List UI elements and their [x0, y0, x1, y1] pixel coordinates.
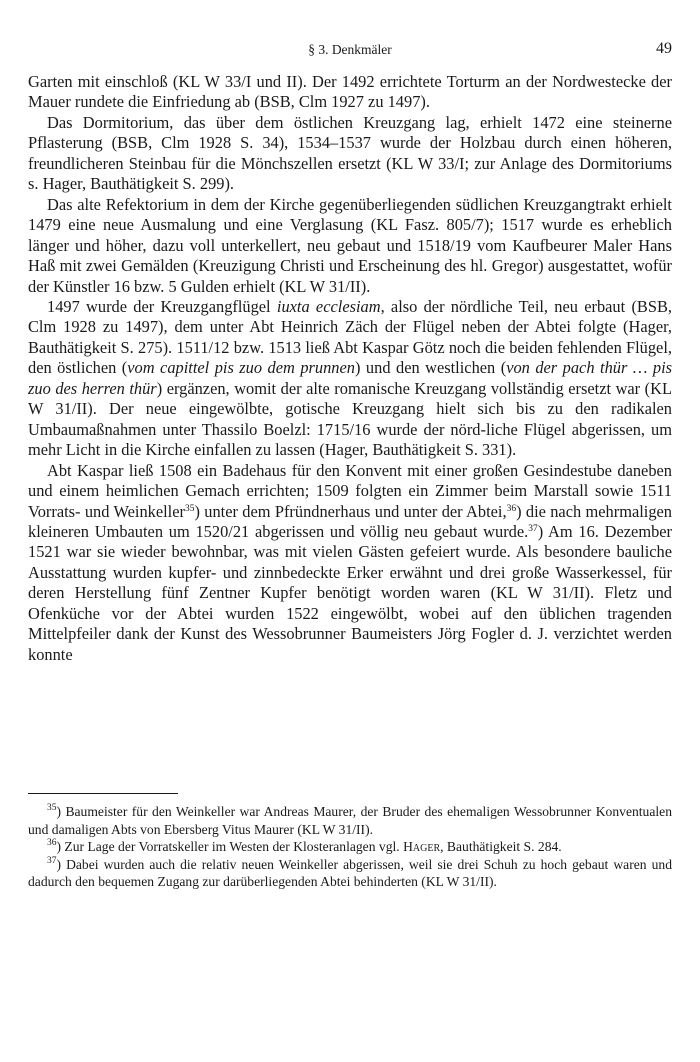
main-text	[28, 72, 672, 665]
paragraph-2: Das Dormitorium, das über dem östlichen Kreuzgang lag, erhielt 1472 eine steinerne Pflasterung (BSB, Clm 1928 S. 34), 1534–1537 wurde der Holzbau durch einen höheren, freundlicheren Steinbau für die Mönchszellen ersetzt (KL W 33/I; zur Anlage des Dormitoriums s. Hager, Bauthätigkeit S. 299).	[28, 112, 672, 194]
quoted-source-phrase: von der pach thür … pis zuo des herren thür	[28, 358, 672, 398]
text-run: ) ergänzen, womit der alte romanische Kreuzgang vollständig ersetzt war (KL W 31/II). Der neue eingewölbte, gotische Kreuzgang hielt sich bis zu den radikalen Umbaumaßnahmen unter Thassilo Boelzl: 1715/16 wurde der nörd-liche Flügel abgerissen, um mehr Licht in die Kirche einfallen zu lassen (Hager, Bauthätigkeit S. 331).	[28, 378, 672, 460]
page-header	[28, 40, 672, 62]
text-run: , also der nördliche Teil, neu erbaut (BSB, Clm 1928 zu 1497), dem unter Abt Heinrich Zäch der Flügel neben der Abtei folgte (Hager, Bauthätigkeit S. 275). 1511/12 bzw. 1513 ließ Abt Kaspar Götz noch die beiden fehlenden Flügel, den östlichen (	[28, 296, 672, 378]
footnote-text: ) Zur Lage der Vorratskeller im Westen der Klosteranlagen vgl.	[56, 839, 404, 854]
cited-author: Hager	[403, 839, 441, 854]
footnote-36	[28, 838, 672, 856]
text-run: ) und den westlichen (	[354, 358, 507, 378]
paragraph-3: Das alte Refektorium in dem der Kirche gegenüberliegenden südlichen Kreuzgangtrakt erhielt 1479 eine neue Ausmalung und eine Verglasung (KL Fasz. 805/7); 1517 wurde es erheblich länger und höher, dazu voll unterkellert, neu gebaut und 1518/19 vom Kaufbeurer Maler Hans Haß mit zwei Gemälden (Kreuzigung Christi und Erscheinung des hl. Gregor) ausgestattet, wofür der Künstler 16 bzw. 5 Gulden erhielt (KL W 31/II).	[28, 194, 672, 296]
text-run: ) Am 16. Dezember 1521 war sie wieder bewohnbar, was mit vielen Gästen gefeiert wurde. Als besondere bauliche Ausstattung wurden kupfer- und zinnbedeckte Erker erwähnt und drei große Wasserkessel, für deren Herstellung fünf Zentner Kupfer benötigt worden waren (KL W 31/II). Fletz und Ofenküche vor der Abtei wurden 1522 eingewölbt, wobei auf den üblichen tragenden Mittelpfeiler dank der Kunst des Wessobrunner Baumeisters Jörg Fogler d. J. verzichtet werden konnte	[28, 521, 672, 664]
footnote-separator	[28, 793, 178, 794]
paragraph-1: Garten mit einschloß (KL W 33/I und II). Der 1492 errichtete Torturm an der Nordwestecke der Mauer rundete die Einfriedung ab (BSB, Clm 1927 zu 1497).	[28, 72, 672, 112]
paragraph-4	[28, 297, 672, 461]
footnote-37	[28, 856, 672, 891]
page-number: 49	[656, 40, 672, 57]
paragraph-5	[28, 461, 672, 666]
text-run: Abt Kaspar ließ 1508 ein Badehaus für den Konvent mit einer großen Gesindestube daneben und einem heimlichen Gemach errichten; 1509 folgten ein Zimmer beim Marstall sowie 1511 Vorrats- und Weinkeller	[28, 460, 672, 521]
footnote-text: ) Baumeister für den Weinkeller war Andreas Maurer, der Bruder des ehemaligen Wessobrunner Konventualen und damaligen Abts von Ebersberg Vitus Maurer (KL W 31/II).	[28, 804, 672, 837]
footnotes	[28, 803, 672, 891]
footnote-35	[28, 803, 672, 838]
footnote-number: 37	[47, 855, 57, 866]
quoted-source-phrase: vom capittel pis zuo dem prunnen	[127, 358, 355, 378]
latin-phrase: iuxta ecclesiam	[276, 296, 381, 316]
text-run: 1497 wurde der Kreuzgangflügel	[47, 296, 277, 316]
footnote-text: ) Dabei wurden auch die relativ neuen Weinkeller abgerissen, weil sie drei Schuh zu hoch gebaut waren und dadurch den bequemen Zugang zur darüberliegenden Abtei behinderten (KL W 31/II).	[28, 856, 672, 889]
text-run: ) die nach mehrmaligen kleineren Umbauten um 1520/21 abgerissen und völlig neu gebaut wurde.	[28, 501, 672, 541]
footnote-ref-37[interactable]: 37	[528, 523, 538, 534]
text-run: ) unter dem Pfründnerhaus und unter der Abtei,	[194, 501, 507, 521]
footnote-text: , Bauthätigkeit S. 284.	[440, 839, 562, 854]
footnote-number: 36	[47, 838, 57, 848]
footnote-number: 35	[47, 803, 57, 813]
running-head: § 3. Denkmäler	[308, 42, 392, 57]
footnote-ref-36[interactable]: 36	[506, 503, 517, 514]
footnote-ref-35[interactable]: 35	[184, 503, 195, 514]
